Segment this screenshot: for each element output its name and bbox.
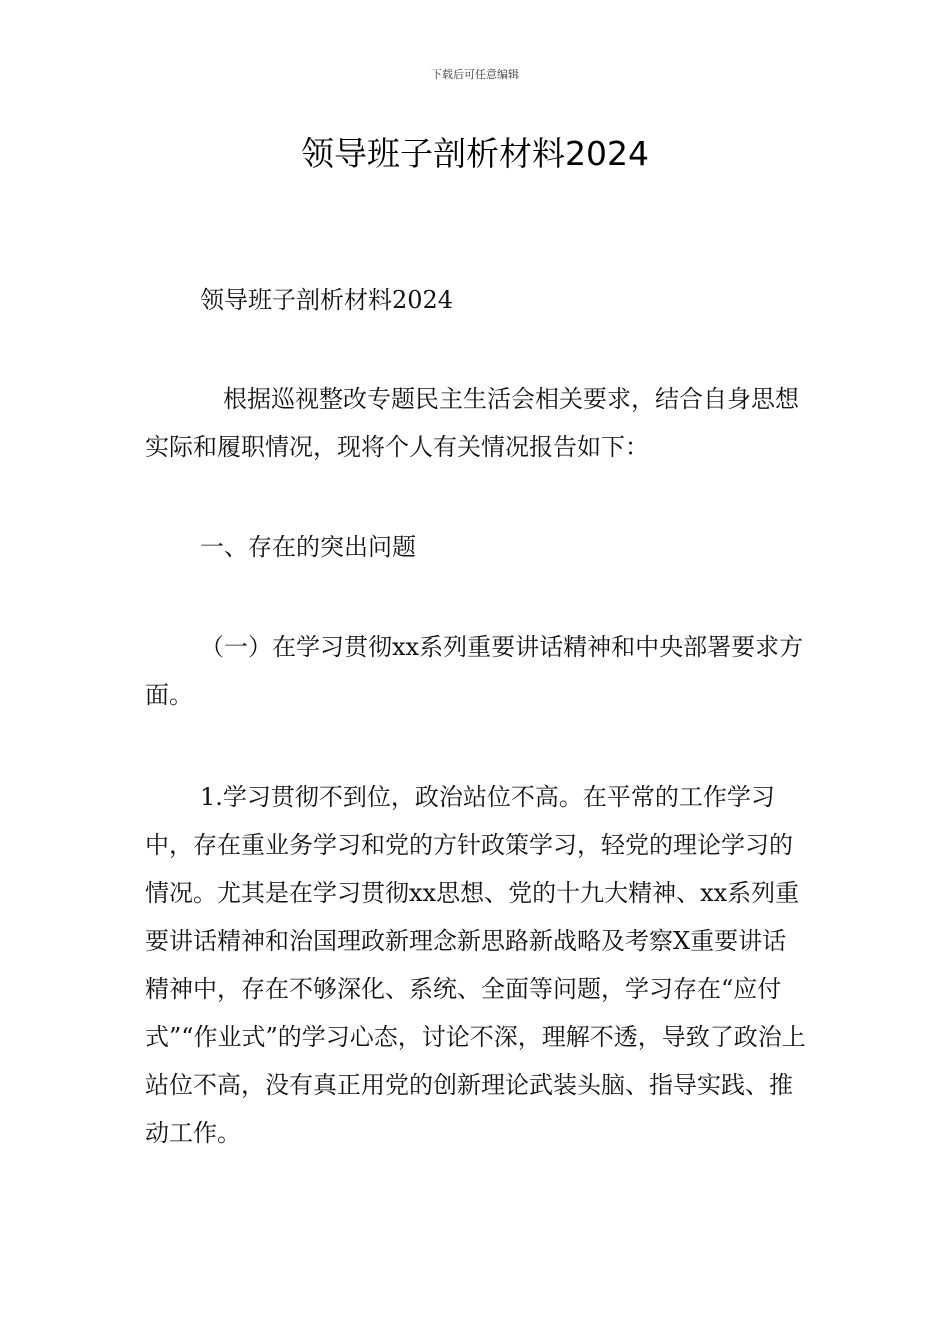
document-title: 领导班子剖析材料2024 — [301, 134, 649, 173]
subtitle-paragraph: 领导班子剖析材料2024 — [200, 286, 454, 314]
section-heading: 一、存在的突出问题 — [200, 533, 416, 561]
subsection-heading: （一）在学习贯彻xx系列重要讲话精神和中央部署要求方面。 — [145, 633, 804, 709]
intro-paragraph: 根据巡视整改专题民主生活会相关要求，结合自身思想实际和履职情况，现将个人有关情况报告如下： — [145, 385, 799, 461]
body-paragraph: 1.学习贯彻不到位，政治站位不高。在平常的工作学习中，存在重业务学习和党的方针政策学习，轻党的理论学习的情况。尤其是在学习贯彻xx思想、党的十九大精神、xx系列重要讲话精神和治国理政新理念新思路新战略及考察X重要讲话精神中，存在不够深化、系统、全面等问题，学习存在“应付式”“作业式”的学习心态，讨论不深，理解不透，导致了政治上站位不高，没有真正用党的创新理论武装头脑、指导实践、推动工作。 — [145, 783, 806, 1147]
page-header-note: 下载后可任意编辑 — [431, 68, 519, 81]
